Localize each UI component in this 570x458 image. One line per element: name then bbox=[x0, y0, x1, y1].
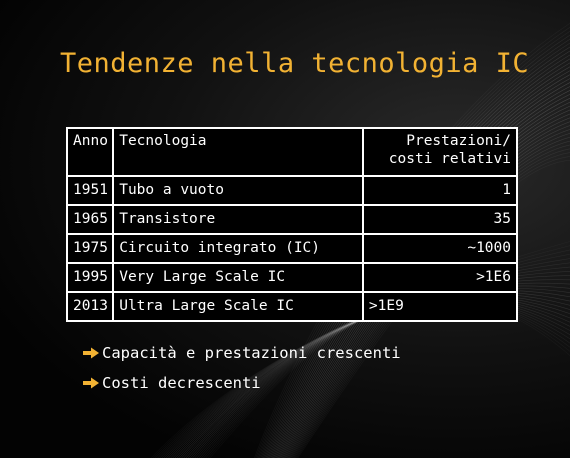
cell-technology: Transistore bbox=[113, 205, 363, 234]
cell-performance: >1E9 bbox=[363, 292, 517, 321]
cell-technology: Very Large Scale IC bbox=[113, 263, 363, 292]
cell-technology: Tubo a vuoto bbox=[113, 176, 363, 205]
table-row bbox=[67, 292, 517, 321]
cell-performance: >1E6 bbox=[363, 263, 517, 292]
cell-year: 1975 bbox=[67, 234, 113, 263]
right-arrow-icon bbox=[82, 347, 100, 359]
cell-performance: ~1000 bbox=[363, 234, 517, 263]
table-row bbox=[67, 263, 517, 292]
right-arrow-icon bbox=[82, 377, 100, 389]
table-row bbox=[67, 176, 517, 205]
table-row bbox=[67, 205, 517, 234]
cell-year: 1965 bbox=[67, 205, 113, 234]
cell-technology: Circuito integrato (IC) bbox=[113, 234, 363, 263]
slide-title: Tendenze nella tecnologia IC bbox=[60, 48, 530, 79]
cell-performance: 35 bbox=[363, 205, 517, 234]
header-technology: Tecnologia bbox=[113, 128, 363, 176]
bullet-item bbox=[82, 338, 401, 368]
bullet-text: Capacità e prestazioni crescenti bbox=[102, 344, 401, 362]
header-year: Anno bbox=[67, 128, 113, 176]
cell-year: 1995 bbox=[67, 263, 113, 292]
cell-year: 2013 bbox=[67, 292, 113, 321]
bullet-list bbox=[82, 338, 401, 398]
table-row bbox=[67, 234, 517, 263]
header-performance: Prestazioni/ costi relativi bbox=[363, 128, 517, 176]
bullet-text: Costi decrescenti bbox=[102, 374, 261, 392]
technology-trend-table bbox=[66, 127, 518, 322]
cell-technology: Ultra Large Scale IC bbox=[113, 292, 363, 321]
bullet-item bbox=[82, 368, 401, 398]
table-header-row bbox=[67, 128, 517, 176]
cell-year: 1951 bbox=[67, 176, 113, 205]
cell-performance: 1 bbox=[363, 176, 517, 205]
